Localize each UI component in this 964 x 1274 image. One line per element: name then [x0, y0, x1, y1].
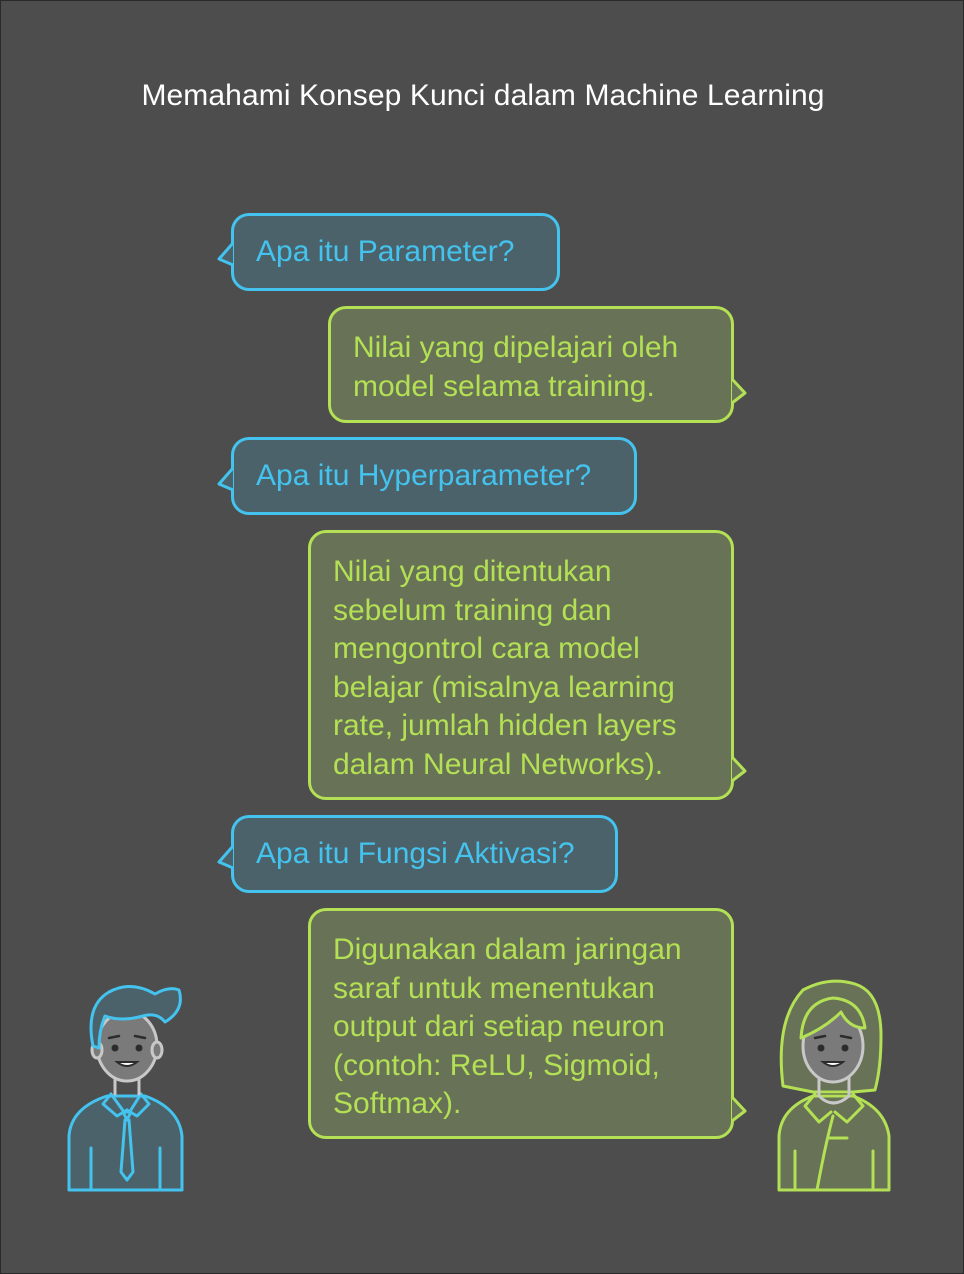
answer-bubble-hyperparameter — [308, 530, 734, 800]
answer-text: Digunakan dalam jaringan saraf untuk menentukan output dari setiap neuron (contoh: ReLU, Sigmoid, Softmax). — [333, 933, 682, 1120]
answer-bubble-tail — [730, 379, 750, 405]
question-bubble-tail — [216, 468, 236, 492]
question-bubble-activation-function — [231, 815, 618, 893]
question-bubble-tail — [216, 846, 236, 870]
question-bubble-hyperparameter — [231, 437, 637, 515]
question-bubble-tail — [216, 243, 236, 267]
question-text: Apa itu Hyperparameter? — [256, 459, 592, 492]
question-text: Apa itu Parameter? — [256, 235, 515, 268]
man-avatar-icon — [61, 976, 191, 1196]
answer-text: Nilai yang ditentukan sebelum training dan mengontrol cara model belajar (misalnya learning rate, jumlah hidden layers dalam Neural Networks). — [333, 555, 677, 781]
question-bubble-parameter — [231, 213, 560, 291]
question-text: Apa itu Fungsi Aktivasi? — [256, 837, 575, 870]
answer-bubble-parameter — [328, 306, 734, 423]
diagram-title: Memahami Konsep Kunci dalam Machine Learning — [141, 79, 825, 112]
answer-bubble-activation-function — [308, 908, 734, 1139]
answer-text: Nilai yang dipelajari oleh model selama training. — [353, 331, 679, 403]
answer-bubble-tail — [730, 1097, 750, 1123]
answer-bubble-tail — [730, 757, 750, 783]
woman-avatar-icon — [773, 976, 903, 1196]
